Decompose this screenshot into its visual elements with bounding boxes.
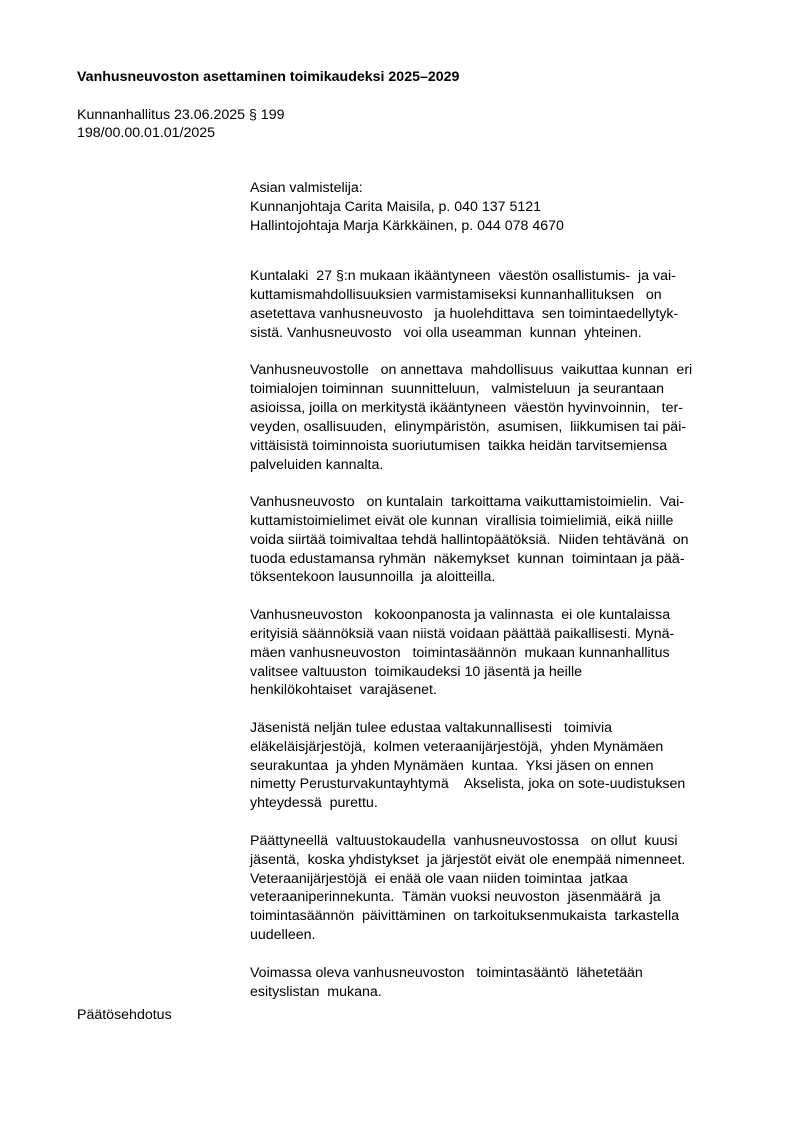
record-number: 198/00.00.01.01/2025 (77, 125, 216, 141)
text-line: eläkeläisjärjestöjä, kolmen veteraanijärjestöjä, yhden Mynämäen (250, 738, 664, 755)
decision-proposal-label: Päätösehdotus (77, 1007, 172, 1023)
text-line: uudelleen. (250, 927, 316, 944)
text-line: Voimassa oleva vanhusneuvoston toimintasääntö lähetetään (250, 964, 643, 981)
paragraph (250, 832, 730, 945)
text-line: toimintasäännön päivittäminen on tarkoituksenmukaista tarkastella (250, 908, 680, 925)
text-line: Veteraanijärjestöjä ei enää ole vaan niiden toimintaa jatkaa (250, 870, 628, 887)
text-line: Päättyneellä valtuustokaudella vanhusneuvostossa on ollut kuusi (250, 832, 678, 849)
text-line: Vanhusneuvosto on kuntalain tarkoittama vaikuttamistoimielin. Vai- (250, 493, 684, 510)
text-line: mäen vanhusneuvoston toimintasäännön mukaan kunnanhallitus (250, 644, 670, 661)
paragraph (250, 719, 730, 813)
document-title: Vanhusneuvoston asettaminen toimikaudeksi 2025–2029 (77, 69, 460, 85)
paragraph (250, 267, 730, 343)
text-line: Jäsenistä neljän tulee edustaa valtakunnallisesti toimivia (250, 719, 612, 736)
text-line: henkilökohtaiset varajäsenet. (250, 682, 437, 699)
paragraph (250, 964, 730, 1002)
text-line: toimialojen toiminnan suunnitteluun, valmisteluun ja seurantaan (250, 380, 665, 397)
preparer-heading: Asian valmistelija: (250, 180, 363, 196)
text-line: kuttamistoimielimet eivät ole kunnan virallisia toimielimiä, eikä niille (250, 512, 674, 529)
text-line: Kuntalaki 27 §:n mukaan ikääntyneen väestön osallistumis- ja vai- (250, 268, 676, 284)
paragraph (250, 606, 730, 700)
text-line: tuoda edustamansa ryhmän näkemykset kunnan toimintaan ja pää- (250, 550, 685, 567)
preparer-line: Hallintojohtaja Marja Kärkkäinen, p. 044 078 4670 (250, 218, 564, 234)
text-line: kuttamismahdollisuuksien varmistamiseksi kunnanhallituksen on (250, 286, 662, 303)
preparer-line: Kunnanjohtaja Carita Maisila, p. 040 137 5121 (250, 199, 542, 215)
text-line: seurakuntaa ja yhden Mynämäen kuntaa. Yksi jäsen on ennen (250, 757, 654, 774)
preparer-section (250, 179, 564, 236)
text-line: esityslistan mukana. (250, 983, 382, 1000)
meeting-info (77, 106, 284, 142)
text-line: asioissa, joilla on merkitystä ikääntyneen väestön hyvinvoinnin, ter- (250, 399, 683, 416)
text-line: erityisiä säännöksiä vaan niistä voidaan päättää paikallisesti. Mynä- (250, 625, 675, 642)
text-line: asetettava vanhusneuvosto ja huolehdittava sen toimintaedellytyk- (250, 305, 679, 322)
text-line: nimetty Perusturvakuntayhtymä Akselista, joka on sote-uudistuksen (250, 776, 686, 793)
text-line: palveluiden kannalta. (250, 456, 384, 473)
text-line: jäsentä, koska yhdistykset ja järjestöt eivät ole enempää nimenneet. (250, 851, 686, 868)
text-line: valitsee valtuuston toimikaudeksi 10 jäsentä ja heille (250, 663, 583, 680)
text-line: veyden, osallisuuden, elinympäristön, asumisen, liikkumisen tai päi- (250, 418, 687, 435)
paragraph (250, 361, 730, 474)
text-line: sistä. Vanhusneuvosto voi olla useamman kunnan yhteinen. (250, 324, 642, 341)
paragraph (250, 493, 730, 587)
text-line: voida siirtää toimivaltaa tehdä hallintopäätöksiä. Niiden tehtävänä on (250, 531, 689, 548)
text-line: Vanhusneuvoston kokoonpanosta ja valinnasta ei ole kuntalaissa (250, 606, 671, 623)
text-line: vittäisistä toiminnoista suoriutumisen taikka heidän tarvitsemiensa (250, 437, 668, 454)
text-line: yhteydessä purettu. (250, 795, 378, 812)
text-line: Vanhusneuvostolle on annettava mahdollisuus vaikuttaa kunnan eri (250, 362, 693, 379)
document-body (250, 267, 730, 1020)
text-line: töksentekoon lausunnoilla ja aloitteilla. (250, 569, 496, 586)
meeting-reference: Kunnanhallitus 23.06.2025 § 199 (77, 107, 285, 123)
text-line: veteraaniperinnekunta. Tämän vuoksi neuvoston jäsenmäärä ja (250, 889, 661, 906)
